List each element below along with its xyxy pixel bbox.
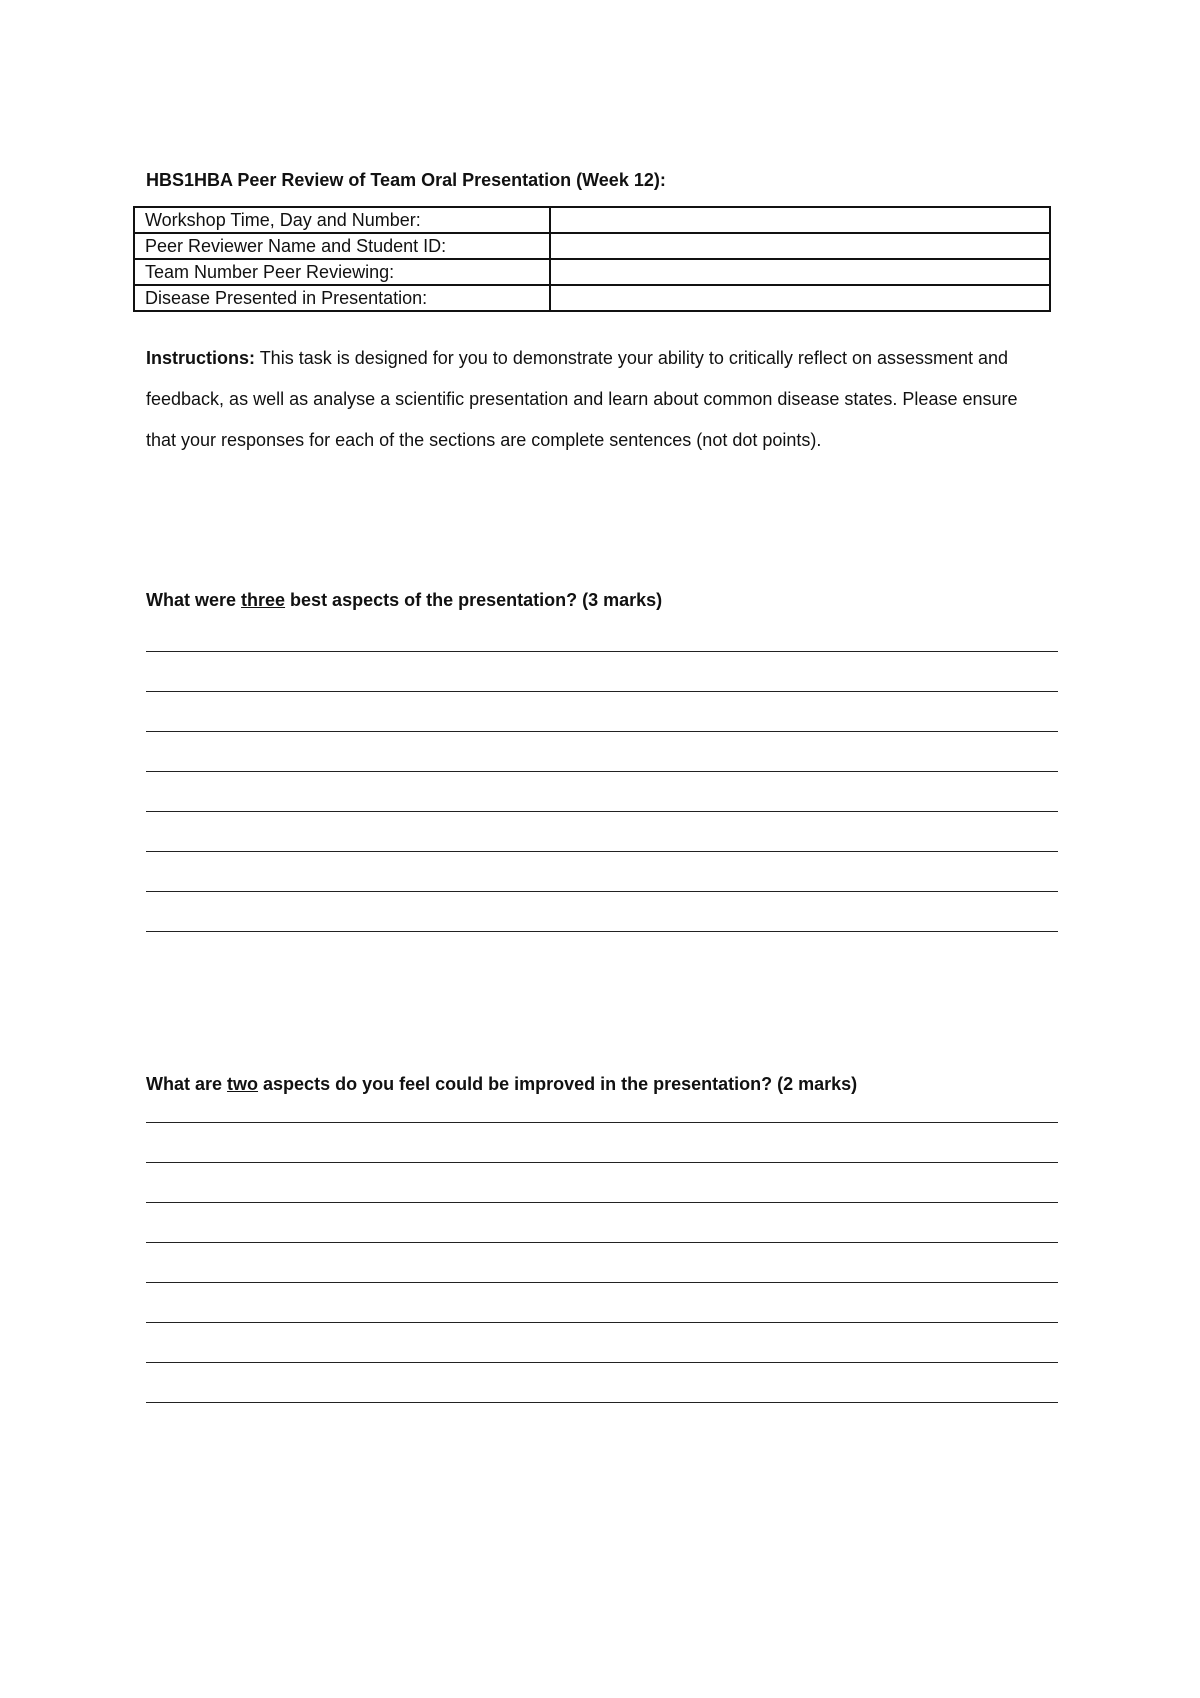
row-label: Team Number Peer Reviewing: xyxy=(134,259,550,285)
answer-line[interactable] xyxy=(146,692,1058,732)
reviewer-field[interactable] xyxy=(550,233,1050,259)
row-label: Peer Reviewer Name and Student ID: xyxy=(134,233,550,259)
disease-field[interactable] xyxy=(550,285,1050,311)
question-text: What were xyxy=(146,590,242,610)
answer-line[interactable] xyxy=(146,1163,1058,1203)
answer-line[interactable] xyxy=(146,1203,1058,1243)
answer-line[interactable] xyxy=(146,1243,1058,1283)
answer-line[interactable] xyxy=(146,772,1058,812)
table-row xyxy=(134,207,1050,233)
table-row xyxy=(134,233,1050,259)
instructions-heading: Instructions: xyxy=(146,348,256,368)
page-title: HBS1HBA Peer Review of Team Oral Presentation (Week 12): xyxy=(146,170,666,190)
answer-line[interactable] xyxy=(146,1123,1058,1163)
question-text: best aspects of the presentation? (3 marks) xyxy=(285,590,663,610)
answer-line[interactable] xyxy=(146,892,1058,932)
info-table xyxy=(133,206,1051,312)
answer-line[interactable] xyxy=(146,1323,1058,1363)
row-label: Disease Presented in Presentation: xyxy=(134,285,550,311)
answer-line[interactable] xyxy=(146,1363,1058,1403)
answer-lines-best-aspects[interactable] xyxy=(146,651,1058,932)
instructions-paragraph xyxy=(146,338,1046,461)
question-emphasis: two xyxy=(227,1074,259,1094)
question-best-aspects xyxy=(146,590,662,611)
team-number-field[interactable] xyxy=(550,259,1050,285)
table-row xyxy=(134,285,1050,311)
answer-line[interactable] xyxy=(146,732,1058,772)
workshop-field[interactable] xyxy=(550,207,1050,233)
question-text: aspects do you feel could be improved in the presentation? (2 marks) xyxy=(258,1074,858,1094)
question-improvements xyxy=(146,1074,857,1095)
answer-line[interactable] xyxy=(146,652,1058,692)
answer-line[interactable] xyxy=(146,852,1058,892)
instructions-text: This task is designed for you to demonstrate your ability to critically reflect on assessment and feedback, as well as analyse a scientific presentation and learn about common disease states. Please ensure that your responses for each of the sections are complete sentences (not dot points). xyxy=(146,348,1018,450)
question-emphasis: three xyxy=(241,590,286,610)
answer-line[interactable] xyxy=(146,812,1058,852)
answer-line[interactable] xyxy=(146,1283,1058,1323)
row-label: Workshop Time, Day and Number: xyxy=(134,207,550,233)
question-text: What are xyxy=(146,1074,228,1094)
answer-lines-improvements[interactable] xyxy=(146,1122,1058,1403)
table-row xyxy=(134,259,1050,285)
